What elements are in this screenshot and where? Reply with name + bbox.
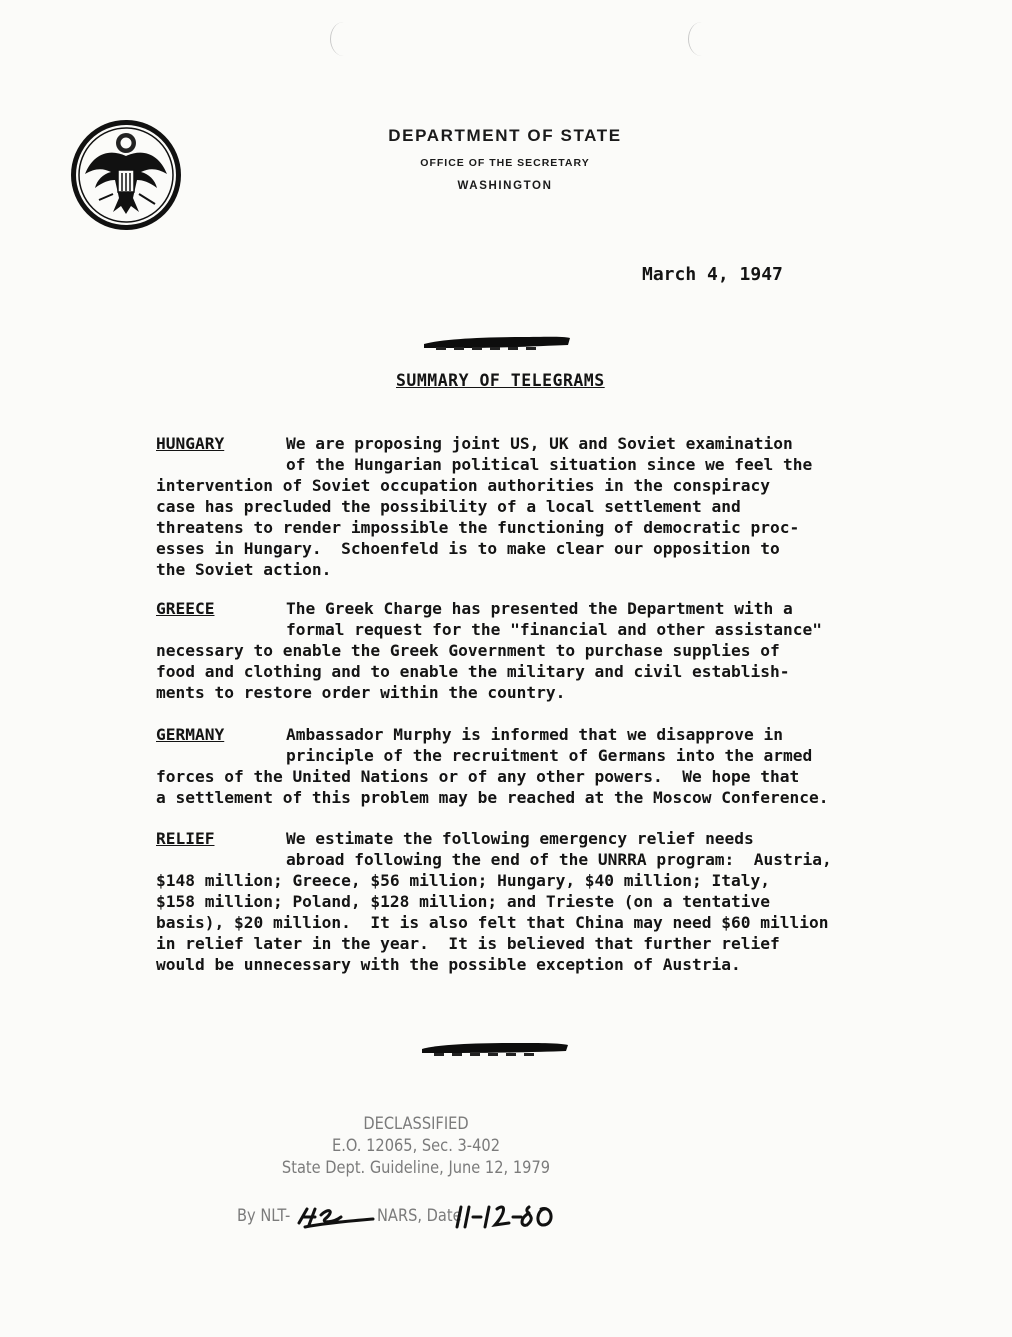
stamp-by-label: By NLT- (237, 1206, 291, 1226)
declassified-stamp (236, 1113, 596, 1179)
redacted-classification-mark (420, 1037, 570, 1059)
section-text-line: a settlement of this problem may be reached at the Moscow Conference. (156, 788, 829, 807)
section-first-line (156, 828, 916, 849)
section-text-line: ments to restore order within the country. (156, 683, 566, 702)
section-text-line: Ambassador Murphy is informed that we disapprove in (286, 725, 784, 744)
stamp-line: State Dept. Guideline, June 12, 1979 (281, 1158, 551, 1178)
section-text-line: intervention of Soviet occupation authorities in the conspiracy (156, 476, 770, 495)
section-heading: HUNGARY (156, 434, 225, 453)
stamp-authorization-line (237, 1203, 597, 1231)
section-text-line: The Greek Charge has presented the Department with a (286, 599, 793, 618)
punch-hole-mark (330, 22, 357, 56)
stamp-line: E.O. 12065, Sec. 3-402 (332, 1136, 500, 1156)
section-first-line (156, 724, 916, 745)
redacted-classification-mark (422, 331, 572, 353)
document-title: SUMMARY OF TELEGRAMS (396, 371, 605, 390)
section-germany (156, 724, 916, 808)
section-text-line: abroad following the end of the UNRRA program: Austria, (286, 850, 832, 869)
section-text-line: We are proposing joint US, UK and Soviet examination (286, 434, 793, 453)
section-text-line: of the Hungarian political situation since we feel the (286, 455, 813, 474)
stamp-nars-label: NARS, Date (377, 1206, 462, 1226)
section-first-line (156, 598, 916, 619)
section-text-line: case has precluded the possibility of a local settlement and (156, 497, 741, 516)
section-text-line: would be unnecessary with the possible exception of Austria. (156, 955, 741, 974)
punch-hole-mark (688, 22, 715, 56)
section-text-line: esses in Hungary. Schoenfeld is to make clear our opposition to (156, 539, 780, 558)
department-seal-icon (69, 118, 183, 232)
section-heading: GREECE (156, 599, 215, 618)
section-text-line: in relief later in the year. It is believed that further relief (156, 934, 780, 953)
section-text-line: $148 million; Greece, $56 million; Hungary, $40 million; Italy, (156, 871, 770, 890)
section-heading: GERMANY (156, 725, 225, 744)
letterhead-department: DEPARTMENT OF STATE (388, 126, 622, 145)
section-first-line (156, 433, 916, 454)
section-relief (156, 828, 916, 975)
section-text-line: forces of the United Nations or of any other powers. We hope that (156, 767, 800, 786)
section-text-line: principle of the recruitment of Germans into the armed (286, 746, 813, 765)
letterhead-office: OFFICE OF THE SECRETARY (420, 157, 590, 169)
section-text-line: formal request for the "financial and other assistance" (286, 620, 823, 639)
section-text-line: We estimate the following emergency relief needs (286, 829, 754, 848)
section-greece (156, 598, 916, 703)
document-date: March 4, 1947 (642, 264, 783, 285)
section-hungary (156, 433, 916, 580)
section-heading: RELIEF (156, 829, 215, 848)
handwritten-date-icon (455, 1199, 565, 1231)
section-text-line: necessary to enable the Greek Government to purchase supplies of (156, 641, 780, 660)
stamp-line: DECLASSIFIED (363, 1114, 469, 1134)
section-text-line: food and clothing and to enable the military and civil establish- (156, 662, 790, 681)
section-text-line: $158 million; Poland, $128 million; and Trieste (on a tentative (156, 892, 770, 911)
letterhead-city: WASHINGTON (457, 180, 553, 192)
handwritten-initials-icon (295, 1203, 375, 1231)
section-text-line: basis), $20 million. It is also felt that China may need $60 million (156, 913, 829, 932)
section-text-line: threatens to render impossible the functioning of democratic proc- (156, 518, 800, 537)
section-text-line: the Soviet action. (156, 560, 332, 579)
